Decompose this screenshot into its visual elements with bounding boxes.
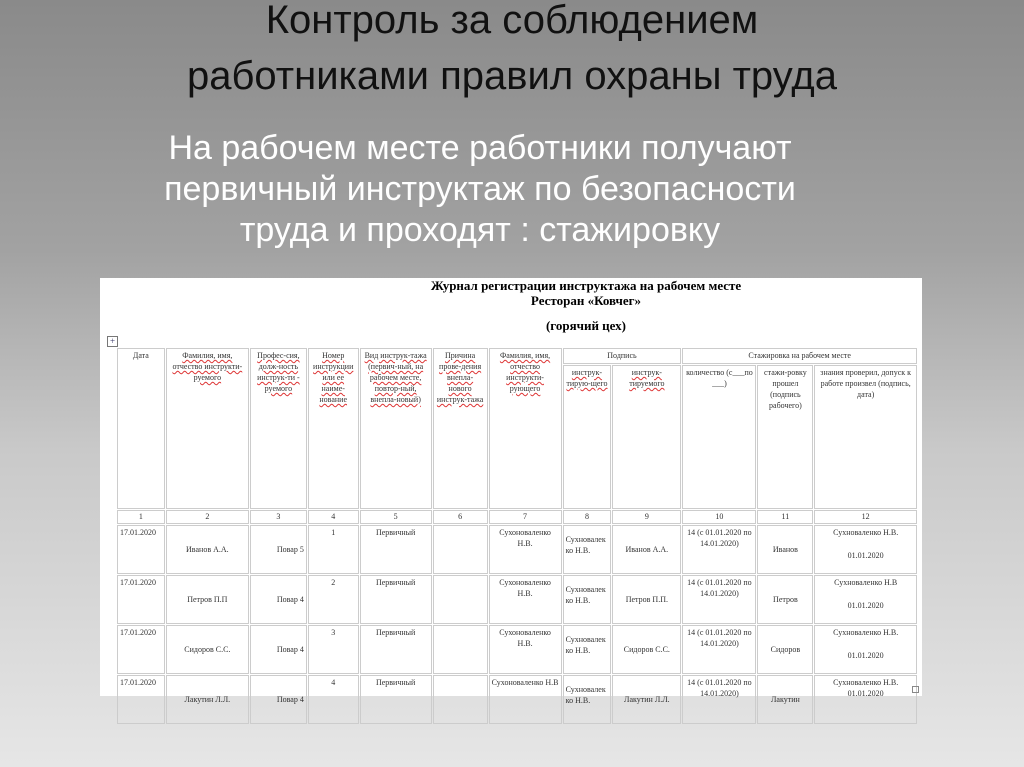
- signature-name: Сухноваленко Н.В: [834, 578, 898, 587]
- table-cell: 4: [308, 510, 359, 524]
- table-cell: [433, 625, 488, 674]
- table-cell: Дата: [117, 348, 165, 509]
- table-cell: Повар 4: [250, 575, 307, 624]
- table-cell: 14 (с 01.01.2020 по 14.01.2020): [682, 625, 756, 674]
- table-cell: количество (с___по ___): [682, 365, 756, 509]
- table-cell: Повар 4: [250, 675, 307, 724]
- table-cell: 1: [308, 525, 359, 574]
- signature-name: Сухноваленко Н.В.: [833, 528, 899, 537]
- table-cell: [433, 675, 488, 724]
- table-cell: Номер инструкции или ее наиме-нование: [308, 348, 359, 509]
- table-cell: 9: [612, 510, 681, 524]
- table-row: [117, 625, 917, 674]
- table-cell: 11: [757, 510, 813, 524]
- table-cell: [433, 575, 488, 624]
- table-cell: Сухновалек ко Н.В.: [563, 575, 612, 624]
- table-cell: Первичный: [360, 575, 432, 624]
- table-cell: Лакутин: [757, 675, 813, 724]
- table-cell: знания проверил, допуск к работе произвел (подпись, дата): [814, 365, 917, 509]
- table-cell: Причина прове-дения внепла-нового инструк-тажа: [433, 348, 488, 509]
- title-line: Контроль за соблюдением: [265, 0, 759, 42]
- table-cell: Сухоноваленко Н.В: [489, 675, 562, 724]
- table-cell: Повар 5: [250, 525, 307, 574]
- table-cell: стажи-ровку прошел (подпись рабочего): [757, 365, 813, 509]
- signature-date: 01.01.2020: [847, 601, 884, 610]
- table-cell: 8: [563, 510, 612, 524]
- table-cell: 1: [117, 510, 165, 524]
- table-row: [117, 675, 917, 724]
- table-cell: 17.01.2020: [117, 625, 165, 674]
- number-row: [117, 510, 917, 524]
- table-cell: Повар 4: [250, 625, 307, 674]
- table-cell: Сухновалек ко Н.В.: [563, 675, 612, 724]
- table-cell: Сидоров С.С.: [166, 625, 249, 674]
- table-row: [117, 525, 917, 574]
- table-cell: Первичный: [360, 625, 432, 674]
- header-row: [117, 348, 917, 364]
- table-cell: Сидоров: [757, 625, 813, 674]
- table-cell: 14 (с 01.01.2020 по 14.01.2020): [682, 525, 756, 574]
- table-cell: [814, 675, 917, 724]
- table-cell: Подпись: [563, 348, 682, 364]
- table-cell: Петров П.П.: [612, 575, 681, 624]
- table-cell: 3: [250, 510, 307, 524]
- table-cell: Вид инструк-тажа (первич-ный, на рабочем месте, повтор-ный, внепла-новый): [360, 348, 432, 509]
- restaurant-name: Ресторан «Ковчег»: [530, 293, 642, 308]
- table-cell: Сидоров С.С.: [612, 625, 681, 674]
- table-cell: [433, 525, 488, 574]
- table-cell: Первичный: [360, 675, 432, 724]
- table-cell: Лакутин Л.Л.: [612, 675, 681, 724]
- table-cell: Первичный: [360, 525, 432, 574]
- table-cell: Лакутин Л.Л.: [166, 675, 249, 724]
- table-cell: Фамилия, имя, отчество инструкти-рующего: [489, 348, 562, 509]
- journal-title: Журнал регистрации инструктажа на рабочем месте: [430, 278, 742, 293]
- signature-date: 01.01.2020: [847, 689, 884, 698]
- table-cell: 2: [308, 575, 359, 624]
- slide-title: [0, 0, 1024, 104]
- table-cell: Сухоноваленко Н.В.: [489, 575, 562, 624]
- signature-name: Сухноваленко Н.В.: [833, 678, 899, 687]
- table-row: [117, 575, 917, 624]
- shop-name: (горячий цех): [545, 318, 627, 333]
- table-cell: [814, 575, 917, 624]
- table-cell: 4: [308, 675, 359, 724]
- table-cell: [814, 525, 917, 574]
- signature-date: 01.01.2020: [847, 551, 884, 560]
- table-cell: Сухновалек ко Н.В.: [563, 525, 612, 574]
- table-cell: 14 (с 01.01.2020 по 14.01.2020): [682, 675, 756, 724]
- table-cell: Сухоноваленко Н.В.: [489, 625, 562, 674]
- journal-table: [116, 347, 918, 725]
- table-cell: Фамилия, имя, отчество инструкти-руемого: [166, 348, 249, 509]
- table-cell: Сухновалек ко Н.В.: [563, 625, 612, 674]
- table-cell: инструк-тируемого: [612, 365, 681, 509]
- table-cell: Сухоноваленко Н.В.: [489, 525, 562, 574]
- table-cell: 17.01.2020: [117, 575, 165, 624]
- table-cell: 12: [814, 510, 917, 524]
- signature-name: Сухноваленко Н.В.: [833, 628, 899, 637]
- signature-date: 01.01.2020: [847, 651, 884, 660]
- table-cell: Иванов А.А.: [166, 525, 249, 574]
- table-cell: 17.01.2020: [117, 675, 165, 724]
- table-cell: 3: [308, 625, 359, 674]
- table-cell: 10: [682, 510, 756, 524]
- journal-document: [100, 278, 922, 705]
- table-cell: 17.01.2020: [117, 525, 165, 574]
- table-move-handle-icon[interactable]: +: [107, 336, 118, 347]
- table-cell: Иванов: [757, 525, 813, 574]
- table-cell: Профес-сия, долж-ность инструк-ти - руемого: [250, 348, 307, 509]
- title-line: работниками правил охраны труда: [187, 54, 837, 98]
- table-cell: Петров: [757, 575, 813, 624]
- table-cell: 2: [166, 510, 249, 524]
- table-cell: 6: [433, 510, 488, 524]
- table-cell: инструк-тирую-щего: [563, 365, 612, 509]
- table-cell: 5: [360, 510, 432, 524]
- table-cell: 7: [489, 510, 562, 524]
- table-cell: Петров П.П: [166, 575, 249, 624]
- table-cell: Иванов А.А.: [612, 525, 681, 574]
- table-cell: 14 (с 01.01.2020 по 14.01.2020): [682, 575, 756, 624]
- table-cell: [814, 625, 917, 674]
- table-cell: Стажировка на рабочем месте: [682, 348, 917, 364]
- table-resize-handle[interactable]: [912, 686, 919, 693]
- slide-subtitle: На рабочем месте работники получают первичный инструктаж по безопасности труда и проходят : стажировку: [164, 129, 796, 249]
